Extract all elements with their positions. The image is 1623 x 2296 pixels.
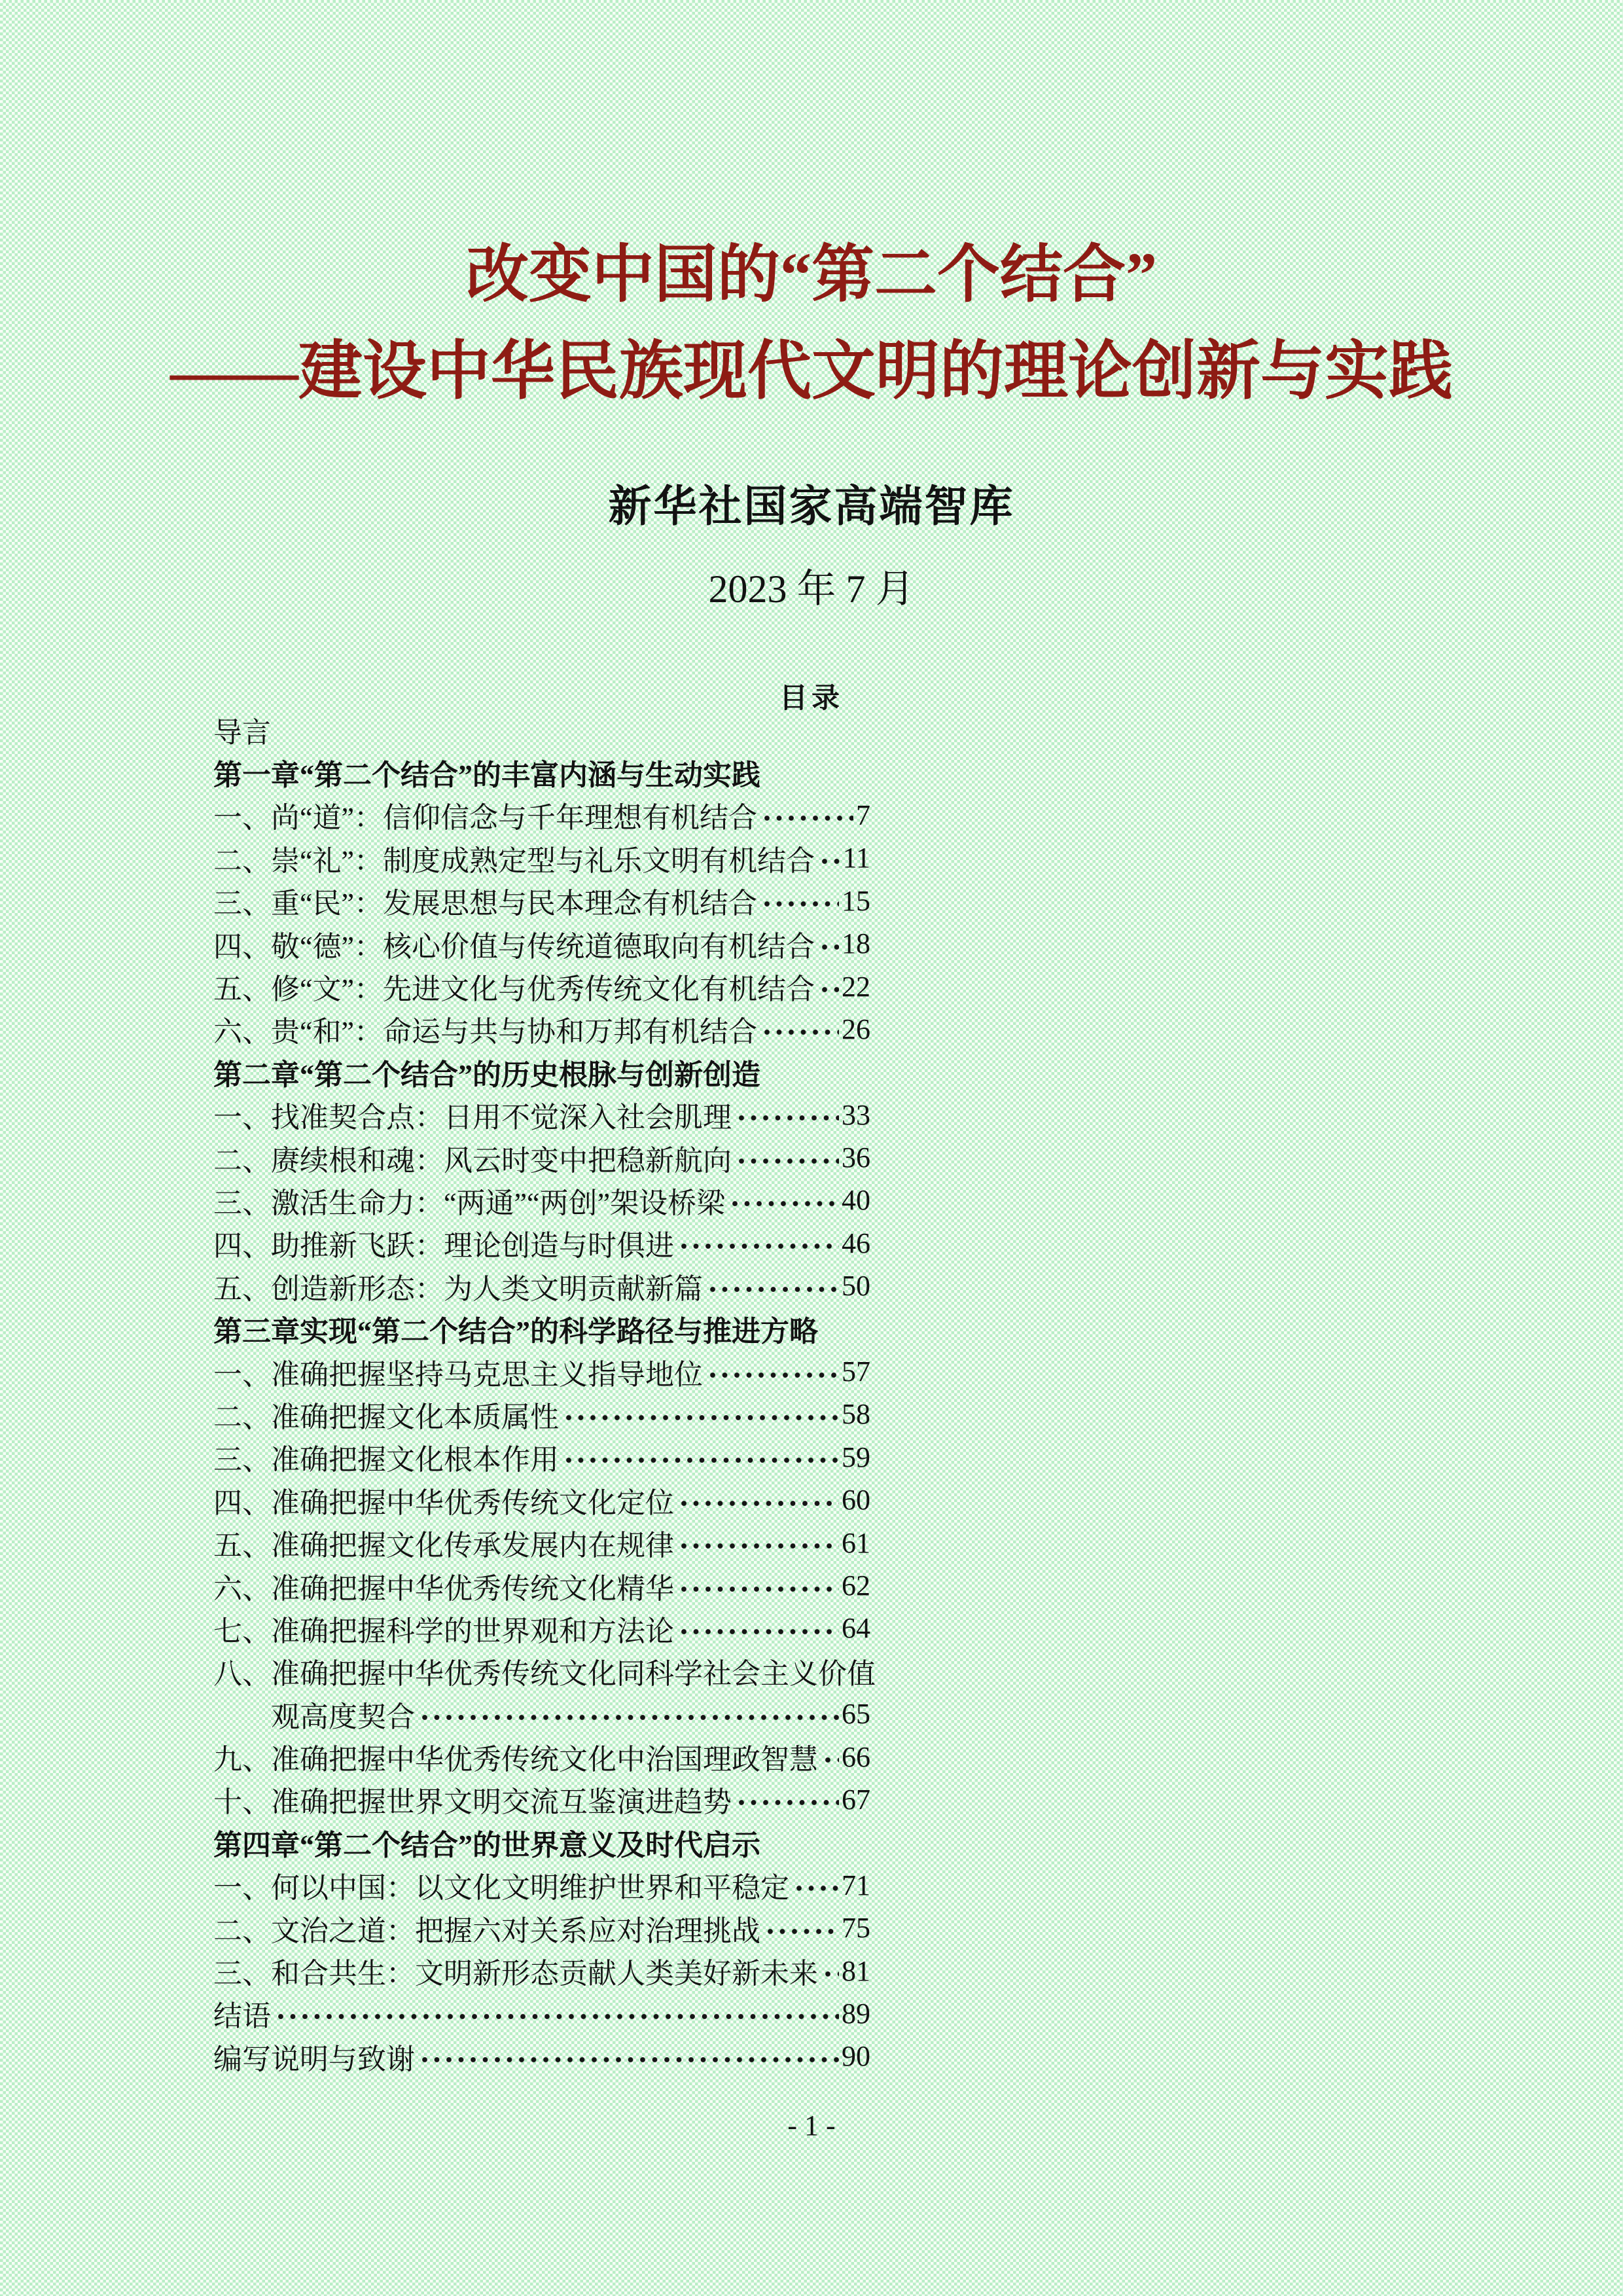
dot-leader xyxy=(563,1456,839,1464)
toc-page-number: 58 xyxy=(842,1398,870,1431)
toc-item xyxy=(213,1564,870,1607)
report-title-subtitle: ——建设中华民族现代文明的理论创新与实践 xyxy=(169,336,1453,407)
toc-item-label: 一、找准契合点：日用不觉深入社会肌理 xyxy=(213,1102,732,1134)
dot-leader xyxy=(419,2056,839,2064)
report-title-line1: 改变中国的“第二个结合” xyxy=(466,240,1157,310)
toc-page-number: 18 xyxy=(842,927,870,960)
toc-chapter-1 xyxy=(213,751,870,793)
dot-leader xyxy=(729,1200,839,1208)
toc-item-label: 八、准确把握中华优秀传统文化同科学社会主义价值 xyxy=(213,1658,876,1691)
toc-page-number: 90 xyxy=(842,2040,870,2073)
toc-item-label: 七、准确把握科学的世界观和方法论 xyxy=(213,1615,674,1647)
toc-item-label: 五、修“文”：先进文化与优秀传统文化有机结合 xyxy=(213,973,815,1006)
dot-leader xyxy=(419,1713,839,1721)
toc-entry-conclusion xyxy=(213,1992,870,2035)
toc-page-number: 75 xyxy=(842,1912,870,1945)
dot-leader xyxy=(761,814,853,822)
dot-leader xyxy=(764,1928,839,1935)
toc-item-label: 三、重“民”：发展思想与民本理念有机结合 xyxy=(213,888,758,920)
toc-item xyxy=(213,1907,870,1949)
toc-page-number: 50 xyxy=(842,1270,870,1302)
toc-item-label: 编写说明与致谢 xyxy=(213,2043,415,2075)
toc-item-label: 三、和合共生：文明新形态贡献人类美好新未来 xyxy=(213,1958,818,1990)
dot-leader xyxy=(819,943,839,951)
toc-item xyxy=(213,1479,870,1521)
toc-chapter-label: 第三章实现“第二个结合”的科学路径与推进方略 xyxy=(213,1316,818,1348)
toc-page-number: 57 xyxy=(842,1355,870,1388)
author-line: 新华社国家高端智库 xyxy=(608,483,1015,531)
date-line: 2023 年 7 月 xyxy=(708,567,915,611)
toc-page-number: 22 xyxy=(842,970,870,1003)
toc-page-number: 26 xyxy=(842,1013,870,1045)
toc-item xyxy=(213,922,870,965)
dot-leader xyxy=(736,1157,839,1165)
toc-item-label: 结语 xyxy=(213,2000,271,2033)
toc-page-number: 46 xyxy=(842,1227,870,1259)
toc-item xyxy=(213,1778,870,1821)
toc-item xyxy=(213,1521,870,1564)
toc-item-label: 一、尚“道”：信仰信念与千年理想有机结合 xyxy=(213,802,758,834)
toc-item-label: 十、准确把握世界文明交流互鉴演进趋势 xyxy=(213,1786,732,1819)
toc-item xyxy=(213,1265,870,1307)
toc-item-label: 六、准确把握中华优秀传统文化精华 xyxy=(213,1572,674,1605)
toc-item-label: 五、创造新形态：为人类文明贡献新篇 xyxy=(213,1272,703,1305)
toc-item-label: 观高度契合 xyxy=(271,1700,415,1733)
dot-leader xyxy=(678,1242,839,1250)
toc-item xyxy=(213,1179,870,1221)
toc-item-label: 二、准确把握文化本质属性 xyxy=(213,1401,559,1433)
dot-leader xyxy=(736,1114,839,1122)
toc-item-label: 九、准确把握中华优秀传统文化中治国理政智慧 xyxy=(213,1744,818,1776)
dot-leader xyxy=(793,1884,839,1892)
toc-item-label: 四、敬“德”：核心价值与传统道德取向有机结合 xyxy=(213,930,815,963)
toc-item xyxy=(213,965,870,1007)
toc-page-number: 62 xyxy=(842,1570,870,1602)
dot-leader xyxy=(563,1414,839,1422)
toc-heading: 目录 xyxy=(779,683,844,714)
toc-page-number: 15 xyxy=(842,884,870,917)
toc-page-number: 11 xyxy=(842,842,870,874)
toc-page-number: 81 xyxy=(842,1954,870,1987)
toc-entry-acknowledgements xyxy=(213,2035,870,2077)
toc-page-number: 7 xyxy=(856,798,870,831)
toc-page-number: 64 xyxy=(842,1612,870,1645)
toc-page-number: 67 xyxy=(842,1783,870,1816)
toc-page-number: 89 xyxy=(842,1997,870,2030)
toc-item xyxy=(213,1949,870,1992)
toc-chapter-4 xyxy=(213,1821,870,1863)
toc-entry-intro xyxy=(213,708,870,751)
toc-item-label: 四、准确把握中华优秀传统文化定位 xyxy=(213,1486,674,1519)
toc-chapter-label: 第一章“第二个结合”的丰富内涵与生动实践 xyxy=(213,759,760,792)
toc-item xyxy=(213,1436,870,1479)
dot-leader xyxy=(822,1756,839,1764)
dot-leader xyxy=(275,2013,839,2020)
toc-item xyxy=(213,880,870,922)
toc-page-number: 65 xyxy=(842,1698,870,1731)
dot-leader xyxy=(736,1799,839,1806)
dot-leader xyxy=(761,1028,839,1036)
toc-item-label: 四、助推新飞跃：理论创造与时俱进 xyxy=(213,1230,674,1263)
dot-leader xyxy=(761,900,839,908)
dot-leader xyxy=(678,1499,839,1507)
dot-leader xyxy=(707,1285,839,1293)
toc-item xyxy=(213,1008,870,1050)
dot-leader xyxy=(819,986,839,994)
toc-item-label: 二、赓续根和魂：风云时变中把稳新航向 xyxy=(213,1144,732,1177)
toc-page-number: 71 xyxy=(842,1869,870,1901)
toc-item-label: 三、准确把握文化根本作用 xyxy=(213,1444,559,1477)
dot-leader xyxy=(678,1542,839,1550)
toc-item xyxy=(213,1607,870,1649)
toc-item xyxy=(213,836,870,879)
toc-page-number: 40 xyxy=(842,1184,870,1217)
toc-item xyxy=(213,1393,870,1435)
toc-item xyxy=(213,1094,870,1136)
toc-page-number: 33 xyxy=(842,1098,870,1131)
toc-item xyxy=(213,1864,870,1907)
toc-item-label: 五、准确把握文化传承发展内在规律 xyxy=(213,1530,674,1562)
dot-leader xyxy=(822,1970,839,1978)
toc-item-first-line xyxy=(213,1650,876,1693)
toc-item-label: 二、文治之道：把握六对关系应对治理挑战 xyxy=(213,1914,760,1947)
toc-page-number: 61 xyxy=(842,1526,870,1559)
toc xyxy=(213,708,876,2078)
toc-item xyxy=(213,794,870,836)
toc-item-continuation xyxy=(213,1693,870,1735)
toc-item-label: 一、准确把握坚持马克思主义指导地位 xyxy=(213,1358,703,1391)
footer-page-number: - 1 - xyxy=(787,2109,836,2142)
toc-page-number: 60 xyxy=(842,1484,870,1516)
toc-chapter-3 xyxy=(213,1307,870,1350)
toc-item xyxy=(213,1222,870,1265)
dot-leader xyxy=(678,1585,839,1593)
dot-leader xyxy=(819,857,840,865)
dot-leader xyxy=(678,1628,839,1636)
toc-item xyxy=(213,1350,870,1393)
toc-item xyxy=(213,1136,870,1179)
toc-item-label: 六、贵“和”：命运与共与协和万邦有机结合 xyxy=(213,1016,758,1049)
toc-page-number: 36 xyxy=(842,1141,870,1174)
toc-chapter-label: 第四章“第二个结合”的世界意义及时代启示 xyxy=(213,1829,760,1861)
toc-page-number: 66 xyxy=(842,1740,870,1773)
toc-item-label: 一、何以中国：以文化文明维护世界和平稳定 xyxy=(213,1872,789,1905)
toc-item-label: 导言 xyxy=(213,716,271,749)
toc-chapter-2 xyxy=(213,1050,870,1093)
toc-item-label: 三、激活生命力：“两通”“两创”架设桥梁 xyxy=(213,1187,726,1219)
toc-page-number: 59 xyxy=(842,1441,870,1473)
toc-chapter-label: 第二章“第二个结合”的历史根脉与创新创造 xyxy=(213,1058,760,1091)
toc-item xyxy=(213,1735,870,1778)
dot-leader xyxy=(707,1371,839,1379)
toc-item-label: 二、崇“礼”：制度成熟定型与礼乐文明有机结合 xyxy=(213,844,815,877)
